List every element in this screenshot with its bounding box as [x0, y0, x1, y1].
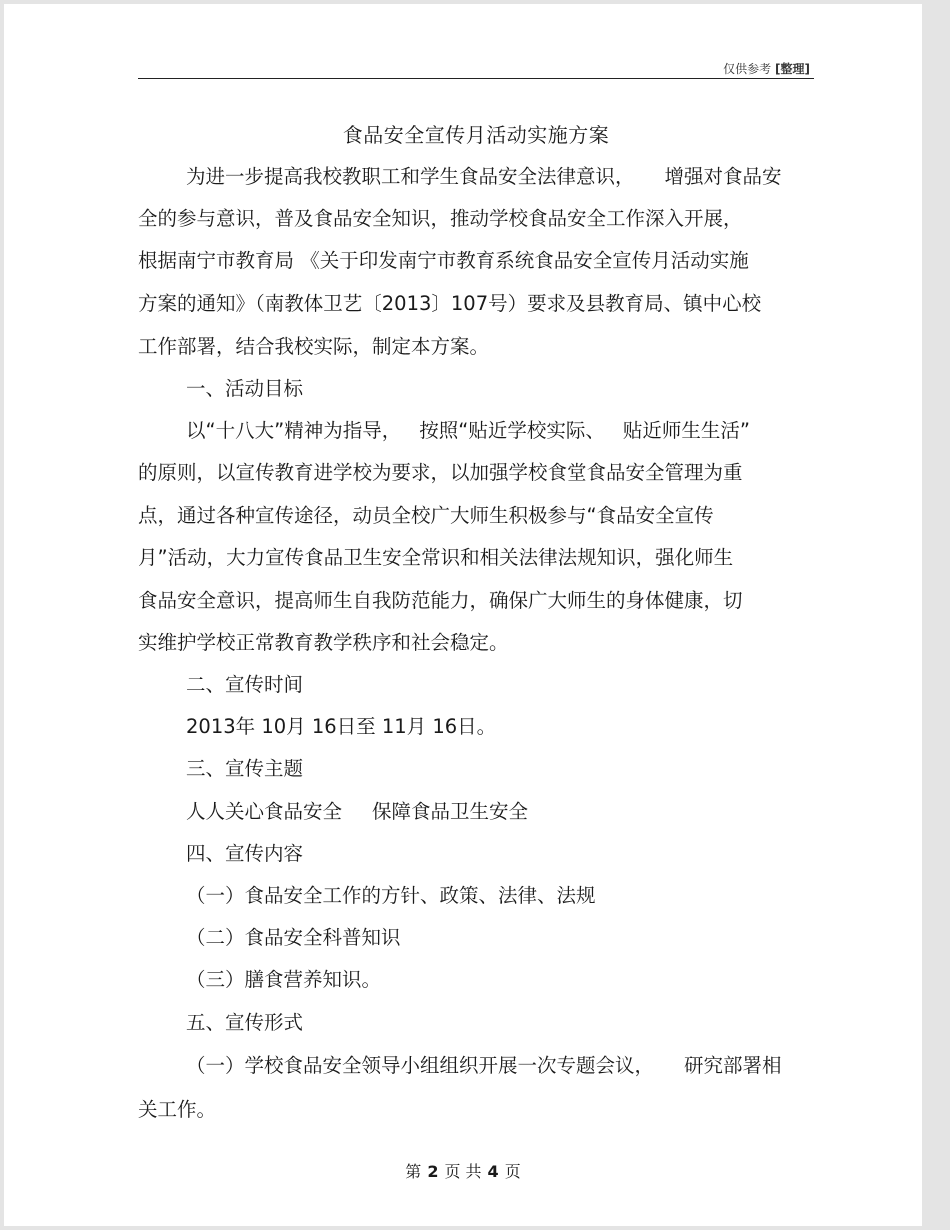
text-segment: 研究部署相 [684, 1054, 782, 1077]
section-heading: 二、宣传时间 [186, 673, 304, 696]
paragraph-line: 方案的通知》（南教体卫艺〔2013〕107号）要求及县教育局、镇中心校 [138, 292, 762, 315]
paragraph-line: 全的参与意识，普及食品安全知识，推动学校食品安全工作深入开展， [138, 207, 743, 230]
document-title: 食品安全宣传月活动实施方案 [342, 123, 610, 147]
page-footer [4, 1159, 922, 1182]
section-heading: 一、活动目标 [186, 377, 304, 400]
footer-text: 页 [504, 1162, 521, 1181]
paragraph-line [186, 164, 782, 190]
paragraph-line: 实维护学校正常教育教学秩序和社会稳定。 [138, 631, 509, 654]
paragraph-line: 工作部署，结合我校实际，制定本方案。 [138, 335, 490, 358]
paragraph-line: 点，通过各种宣传途径，动员全校广大师生积极参与“食品安全宣传 [138, 504, 714, 527]
document-page [4, 4, 922, 1226]
text-segment: 按照“贴近学校实际、 [419, 419, 605, 442]
paragraph-line [186, 418, 750, 444]
text-segment: 保障食品卫生安全 [372, 800, 529, 823]
header-divider [138, 78, 814, 79]
list-item: （一）食品安全工作的方针、政策、法律、法规 [186, 884, 596, 907]
text-segment: 人人关心食品安全 [186, 800, 343, 823]
header-tag: [整理] [775, 62, 810, 76]
section-heading: 三、宣传主题 [186, 757, 304, 780]
paragraph-line: 根据南宁市教育局 《关于印发南宁市教育系统食品安全宣传月活动实施 [138, 249, 749, 272]
paragraph-line: 的原则，以宣传教育进学校为要求，以加强学校食堂食品安全管理为重 [138, 461, 743, 484]
footer-text: 第 [405, 1162, 422, 1181]
paragraph-line: 食品安全意识，提高师生自我防范能力，确保广大师生的身体健康，切 [138, 589, 743, 612]
paragraph-line: 关工作。 [138, 1098, 217, 1121]
list-item [186, 1053, 782, 1079]
paragraph-line [186, 799, 528, 825]
text-segment: 为进一步提高我校教职工和学生食品安全法律意识， [186, 165, 635, 188]
paragraph-line: 2013年 10月 16日至 11月 16日。 [186, 715, 497, 738]
total-page-number: 4 [487, 1162, 499, 1181]
section-heading: 五、宣传形式 [186, 1011, 304, 1034]
list-item: （二）食品安全科普知识 [186, 926, 401, 949]
current-page-number: 2 [427, 1162, 439, 1181]
text-segment: 以“十八大”精神为指导， [186, 419, 402, 442]
header-note-text: 仅供参考 [723, 62, 772, 76]
list-item: （三）膳食营养知识。 [186, 968, 382, 991]
header-note [723, 60, 810, 77]
text-segment: 贴近师生生活” [622, 419, 750, 442]
text-segment: （一）学校食品安全领导小组组织开展一次专题会议， [186, 1054, 655, 1077]
paragraph-line: 月”活动，大力宣传食品卫生安全常识和相关法律法规知识，强化师生 [138, 546, 734, 569]
section-heading: 四、宣传内容 [186, 842, 304, 865]
footer-text: 页 共 [444, 1162, 482, 1181]
text-segment: 增强对食品安 [664, 165, 782, 188]
